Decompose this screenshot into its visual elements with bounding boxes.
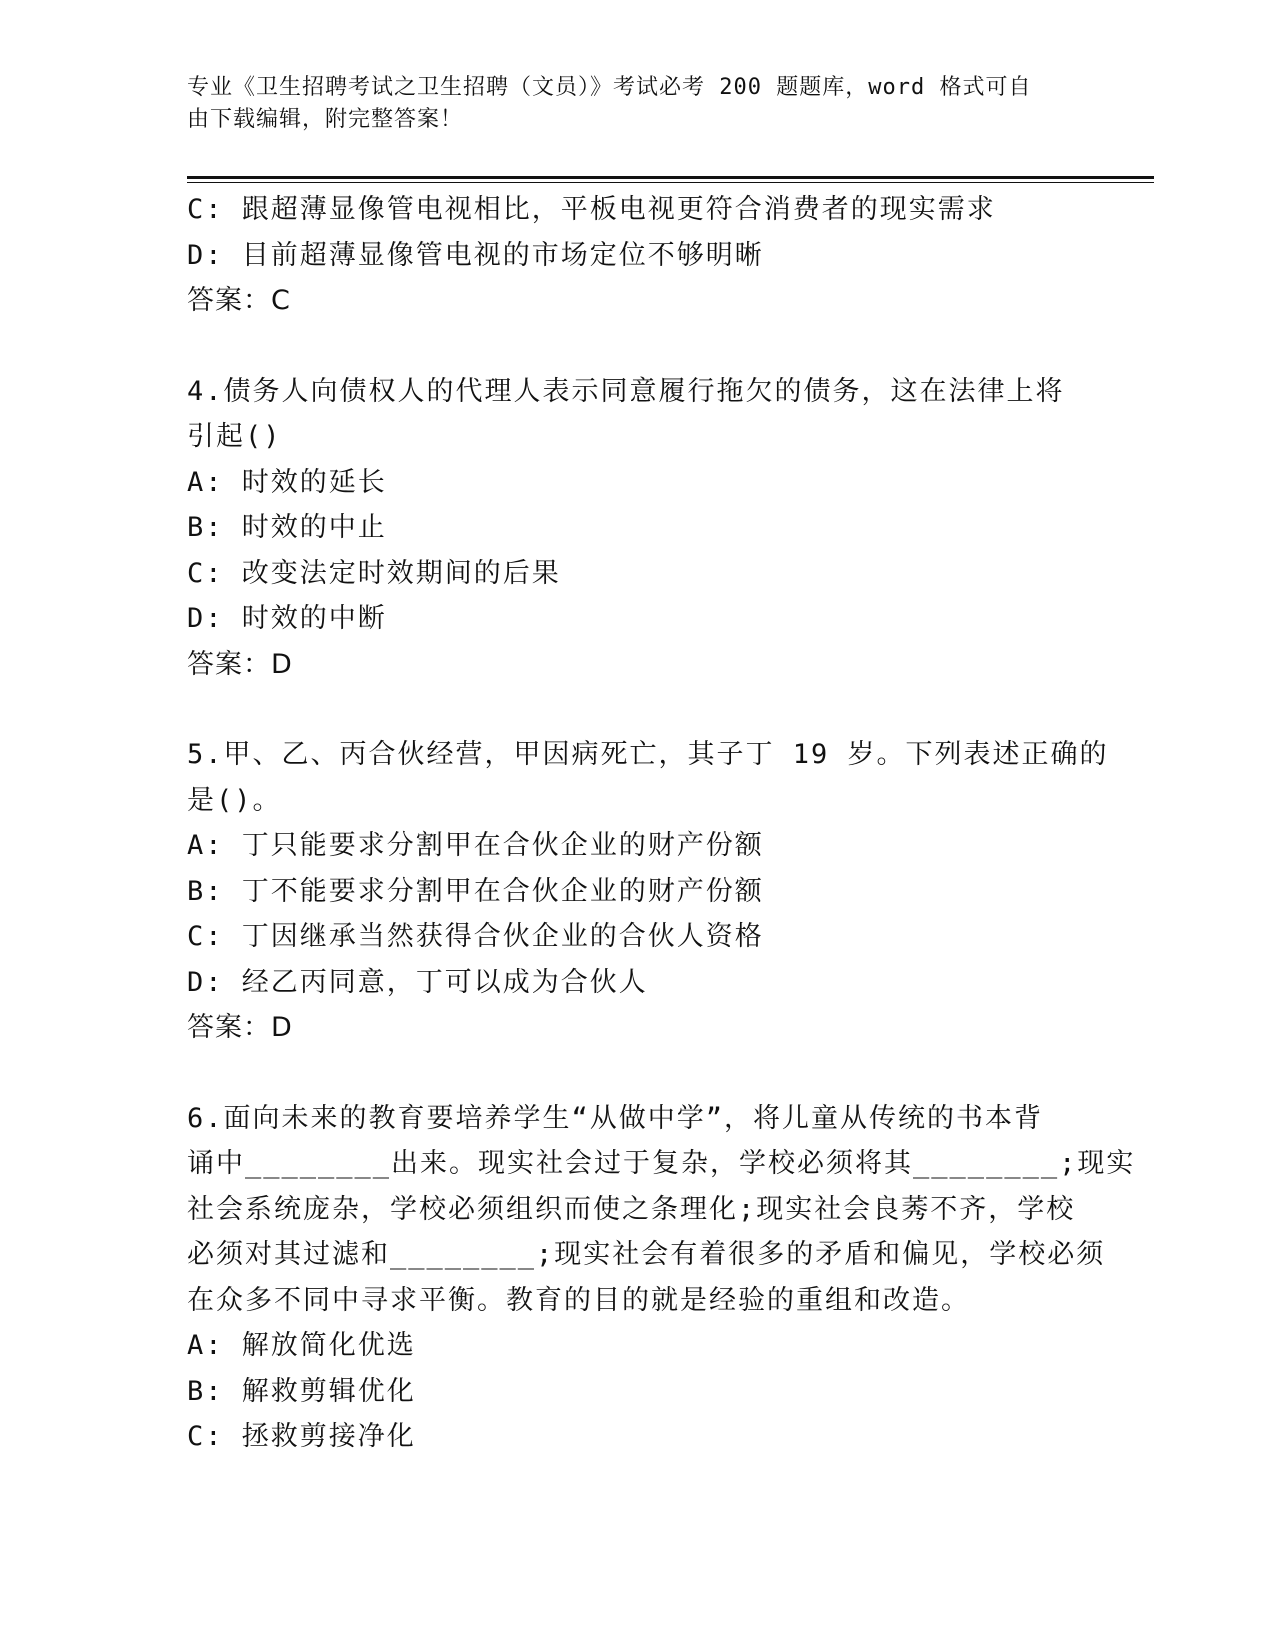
question-stem-line: 是()。	[187, 784, 282, 816]
header-line-2: 由下载编辑，附完整答案！	[187, 107, 464, 132]
option-a: A: 丁只能要求分割甲在合伙企业的财产份额	[187, 830, 764, 861]
question-stem-line: 5.甲、乙、丙合伙经营，甲因病死亡，其子丁 19 岁。下列表述正确的	[187, 739, 1109, 770]
question-stem-line: 诵中________出来。现实社会过于复杂，学校必须将其________;现实	[187, 1148, 1136, 1179]
spacer	[187, 324, 1087, 369]
header-rule-thick	[187, 176, 1154, 179]
document-header	[187, 72, 1067, 136]
spacer	[187, 1051, 1087, 1096]
question-stem-line: 在众多不同中寻求平衡。教育的目的就是经验的重组和改造。	[187, 1284, 970, 1316]
question-list	[187, 187, 1136, 1460]
option-a: A: 时效的延长	[187, 466, 387, 498]
option-d: D: 时效的中断	[187, 603, 387, 634]
spacer	[187, 687, 1087, 732]
header-rule-thin	[187, 182, 1154, 183]
answer-label: 答案：C	[187, 285, 291, 316]
option-b: B: 丁不能要求分割甲在合伙企业的财产份额	[187, 875, 764, 907]
question-6	[187, 1096, 1136, 1460]
question-stem-line: 社会系统庞杂，学校必须组织而使之条理化;现实社会良莠不齐，学校	[187, 1193, 1076, 1225]
question-5	[187, 732, 1109, 1051]
question-stem-line: 必须对其过滤和________;现实社会有着很多的矛盾和偏见，学校必须	[187, 1239, 1106, 1270]
option-a: A: 解放简化优选	[187, 1330, 416, 1361]
question-stem-line: 6.面向未来的教育要培养学生“从做中学”，将儿童从传统的书本背	[187, 1102, 1044, 1134]
question-stem-line: 4.债务人向债权人的代理人表示同意履行拖欠的债务，这在法律上将	[187, 375, 1065, 407]
header-line-1: 专业《卫生招聘考试之卫生招聘（文员）》考试必考 200 题题库，word 格式可自	[187, 75, 1032, 100]
question-4	[187, 369, 1087, 688]
option-b: B: 解救剪辑优化	[187, 1375, 416, 1407]
answer-label: 答案：D	[187, 648, 293, 680]
option-d: D: 目前超薄显像管电视的市场定位不够明晰	[187, 239, 764, 271]
question-stem-line: 引起()	[187, 421, 282, 452]
option-c: C: 改变法定时效期间的后果	[187, 557, 561, 589]
option-c: C: 丁因继承当然获得合伙企业的合伙人资格	[187, 921, 764, 952]
question-3-partial	[187, 187, 1087, 324]
option-d: D: 经乙丙同意，丁可以成为合伙人	[187, 966, 648, 998]
option-c: C: 拯救剪接净化	[187, 1421, 416, 1452]
option-c: C: 跟超薄显像管电视相比，平板电视更符合消费者的现实需求	[187, 194, 996, 225]
answer-label: 答案：D	[187, 1012, 293, 1043]
option-b: B: 时效的中止	[187, 512, 387, 543]
